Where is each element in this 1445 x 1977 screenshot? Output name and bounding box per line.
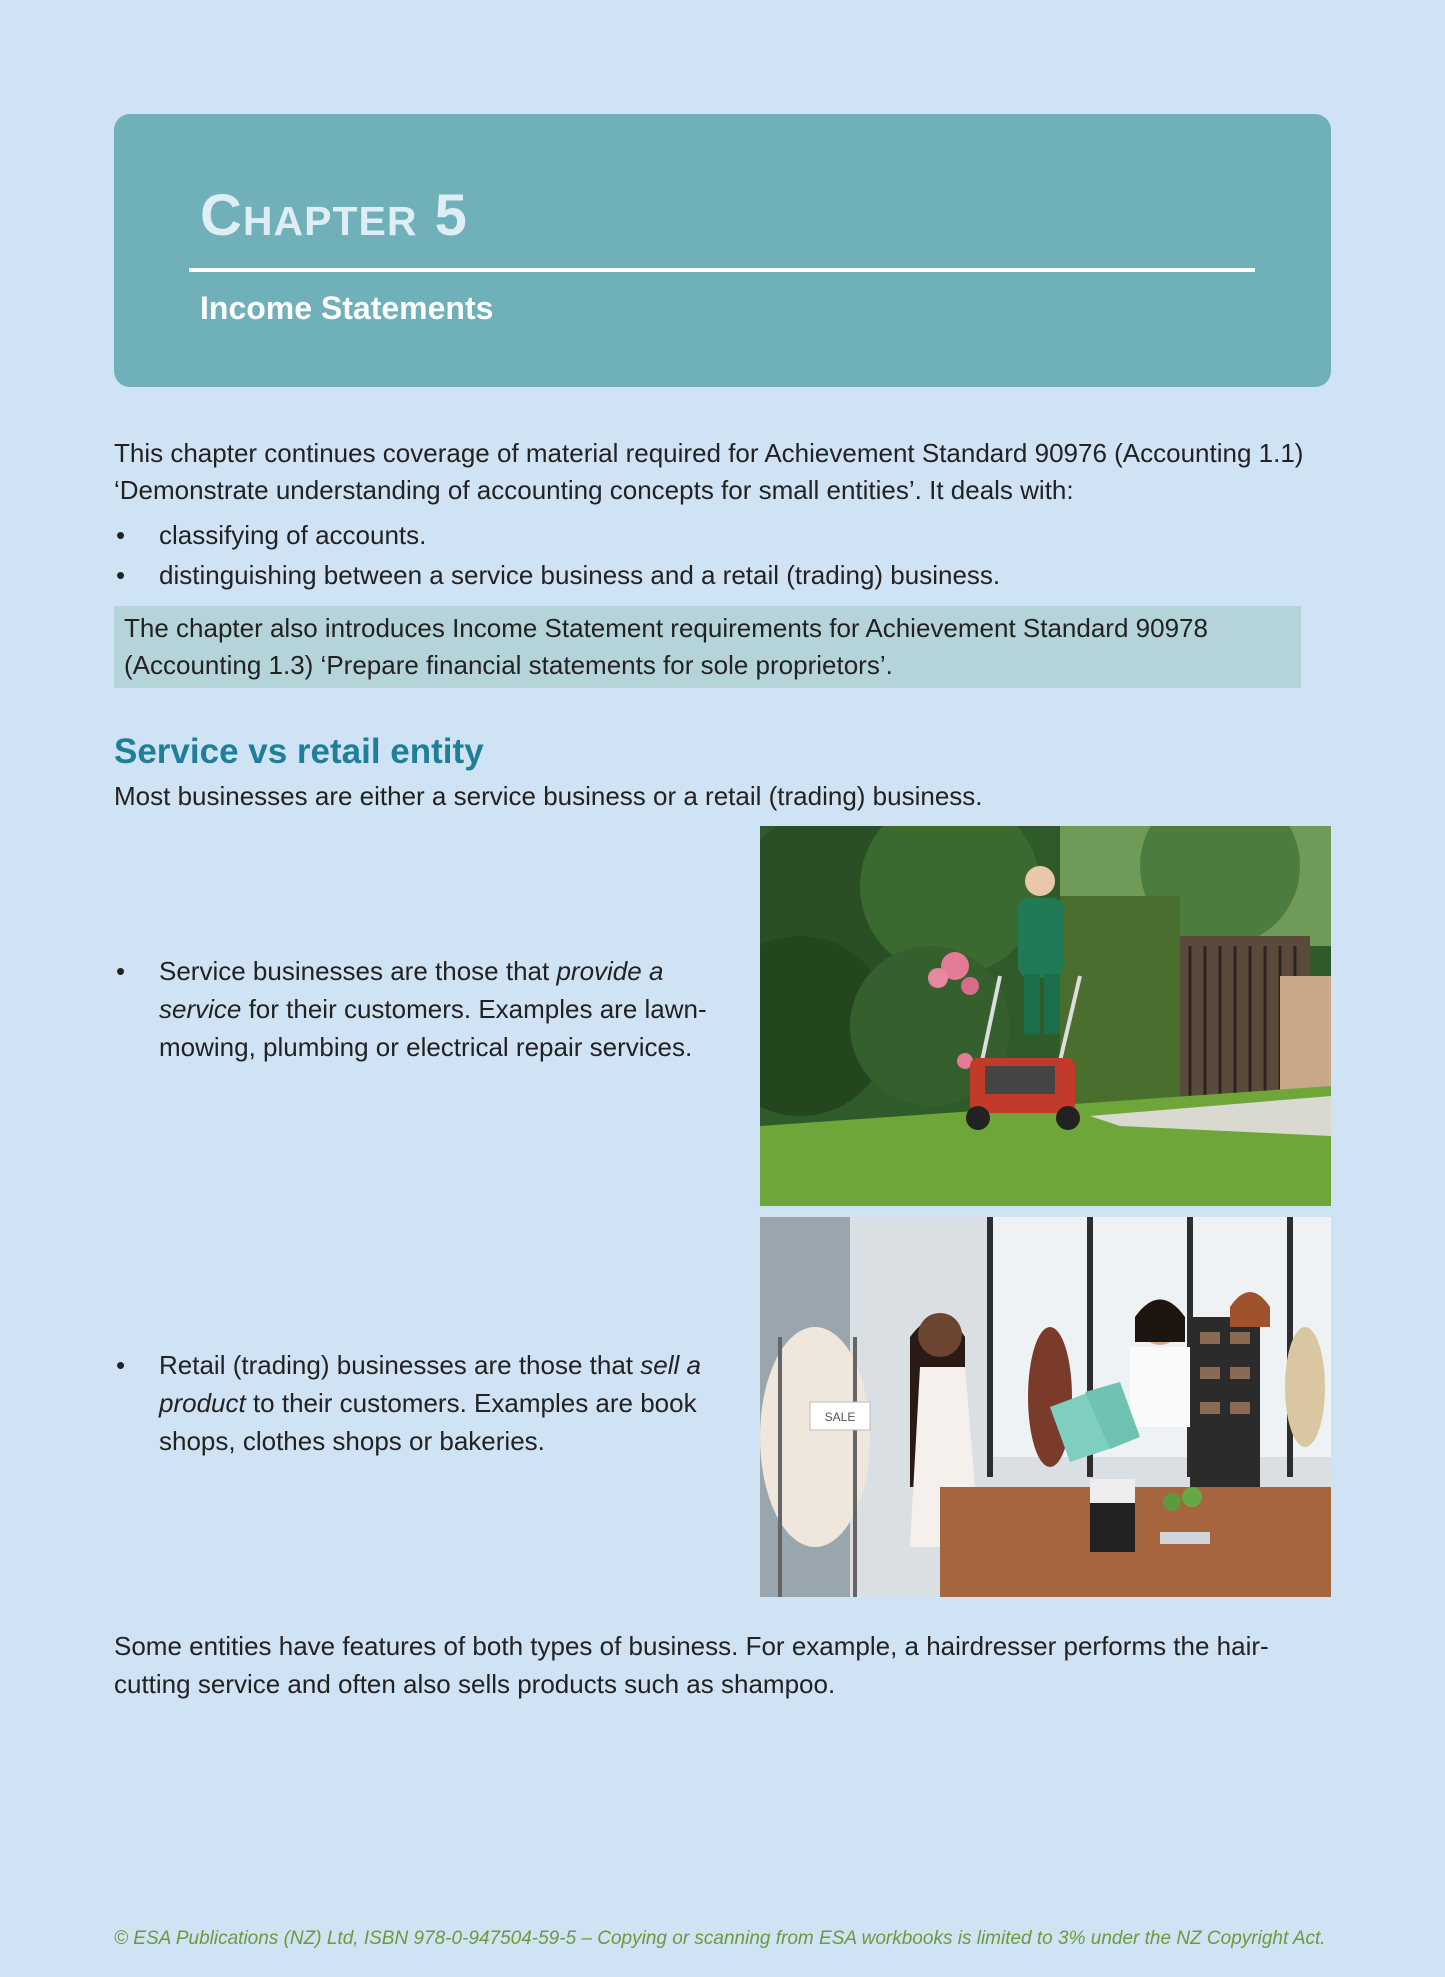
service-business-bullet (114, 952, 714, 1066)
bullet-icon: • (116, 956, 126, 986)
header-divider (189, 268, 1255, 272)
section-intro: Most businesses are either a service business or a retail (trading) business. (114, 781, 983, 811)
chapter-header (114, 114, 1331, 387)
bullet-icon: • (116, 1350, 126, 1380)
lawn-mowing-photo (760, 826, 1331, 1206)
sale-tag: SALE (824, 1410, 856, 1424)
list-item-text: distinguishing between a service business and a retail (trading) business. (159, 560, 1001, 590)
service-text-after: for their customers. Examples are lawn-mowing, plumbing or electrical repair services. (159, 994, 707, 1062)
highlight-text: The chapter also introduces Income Statement requirements for Achievement Standard 90978 (Accounting 1.3) ‘Prepare financial statements for sole proprietors’. (124, 613, 1208, 680)
section-heading: Service vs retail entity (114, 732, 484, 771)
chapter-title: Chapter 5 (200, 183, 468, 248)
closing-paragraph: Some entities have features of both types of business. For example, a hairdresser performs the hair-cutting service and often also sells products such as shampoo. (114, 1631, 1269, 1699)
bullet-icon: • (116, 560, 126, 590)
list-item-text: classifying of accounts. (159, 520, 427, 550)
intro-paragraph: This chapter continues coverage of material required for Achievement Standard 90976 (Accounting 1.1) ‘Demonstrate understanding of accounting concepts for small entities’. It deals with: (114, 438, 1304, 505)
clothes-shop-photo (760, 1217, 1331, 1597)
retail-text-after: to their customers. Examples are book shops, clothes shops or bakeries. (159, 1388, 697, 1456)
chapter-subtitle: Income Statements (200, 290, 494, 326)
list-item (114, 555, 1000, 595)
service-text-before: Service businesses are those that (159, 956, 557, 986)
bullet-icon: • (116, 520, 126, 550)
retail-business-bullet (114, 1346, 714, 1460)
retail-text-emphasis: sell a product (159, 1350, 701, 1418)
highlight-box (114, 606, 1301, 688)
intro-bullet-list (114, 515, 1000, 595)
retail-text-before: Retail (trading) businesses are those that (159, 1350, 641, 1380)
service-text-emphasis: provide a service (159, 956, 664, 1024)
copyright-footer: © ESA Publications (NZ) Ltd, ISBN 978-0-947504-59-5 – Copying or scanning from ESA workbooks is limited to 3% under the NZ Copyright Act. (114, 1928, 1326, 1949)
list-item (114, 515, 1000, 555)
